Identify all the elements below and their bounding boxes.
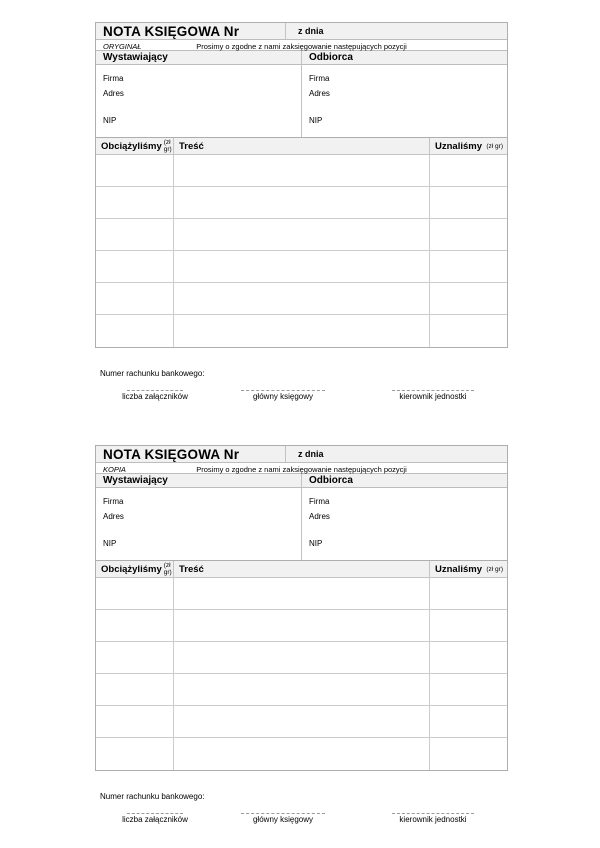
- amounts-table-body: [96, 155, 507, 347]
- amounts-table: [95, 561, 508, 771]
- recipient-nip-label: NIP: [309, 539, 323, 548]
- credited-cell: [430, 315, 507, 347]
- signature-unit-manager: [373, 813, 493, 824]
- party-header-row: [96, 474, 507, 488]
- credited-cell: [430, 155, 507, 186]
- debited-unit-label: (zł gr): [163, 562, 172, 576]
- debited-header-text: Obciążyliśmy: [101, 140, 162, 152]
- recipient-header: Odbiorca: [309, 475, 353, 486]
- debited-column-header: [96, 561, 174, 577]
- signature-line: [392, 813, 474, 814]
- content-cell: [174, 738, 430, 770]
- unit-manager-label: kierownik jednostki: [399, 392, 467, 401]
- credited-cell: [430, 674, 507, 705]
- amounts-table-header: [96, 138, 507, 155]
- content-cell: [174, 706, 430, 737]
- recipient-firm-label: Firma: [309, 497, 330, 506]
- form-title: NOTA KSIĘGOWA Nr: [96, 446, 286, 462]
- credited-cell: [430, 283, 507, 314]
- credited-unit-label: (zł gr): [486, 142, 503, 150]
- signature-attachments: [95, 390, 215, 401]
- credited-cell: [430, 706, 507, 737]
- form-header-box: [95, 22, 508, 138]
- issuer-header: Wystawiający: [96, 51, 302, 64]
- copy-type-label: ORYGINAŁ: [103, 41, 142, 51]
- nota-form-original: [95, 22, 508, 412]
- credited-cell: [430, 642, 507, 673]
- debited-cell: [96, 155, 174, 186]
- recipient-address-label: Adres: [309, 89, 330, 98]
- table-empty-row: [96, 706, 507, 738]
- content-column-header: [174, 138, 430, 154]
- form-title: NOTA KSIĘGOWA Nr: [96, 23, 286, 39]
- content-cell: [174, 674, 430, 705]
- credited-cell: [430, 738, 507, 770]
- credited-unit-label: (zł gr): [486, 565, 503, 573]
- content-cell: [174, 283, 430, 314]
- debited-header-text: Obciążyliśmy: [101, 563, 162, 575]
- subtitle-row: [96, 40, 507, 51]
- party-header-row: [96, 51, 507, 65]
- attachments-count-label: liczba załączników: [122, 815, 188, 824]
- copy-type-label: KOPIA: [103, 464, 126, 474]
- signature-chief-accountant: [223, 390, 343, 401]
- debited-cell: [96, 219, 174, 250]
- table-empty-row: [96, 251, 507, 283]
- table-empty-row: [96, 187, 507, 219]
- table-empty-row: [96, 642, 507, 674]
- content-cell: [174, 610, 430, 641]
- issuer-nip-label: NIP: [103, 116, 117, 125]
- title-row: [96, 446, 507, 463]
- signature-line: [241, 813, 325, 814]
- signature-unit-manager: [373, 390, 493, 401]
- bank-account-label: Numer rachunku bankowego:: [100, 369, 205, 378]
- credited-cell: [430, 251, 507, 282]
- table-empty-row: [96, 315, 507, 347]
- debited-cell: [96, 610, 174, 641]
- content-cell: [174, 187, 430, 218]
- content-cell: [174, 219, 430, 250]
- signature-attachments: [95, 813, 215, 824]
- bank-account-label: Numer rachunku bankowego:: [100, 792, 205, 801]
- party-details-row: [96, 488, 507, 560]
- content-cell: [174, 578, 430, 609]
- debited-cell: [96, 674, 174, 705]
- nota-form-copy: [95, 445, 508, 835]
- content-cell: [174, 155, 430, 186]
- credited-cell: [430, 219, 507, 250]
- debited-column-header: [96, 138, 174, 154]
- issuer-details-cell: [96, 488, 302, 560]
- form-header-box: [95, 445, 508, 561]
- signature-row: [95, 813, 508, 835]
- debited-cell: [96, 706, 174, 737]
- amounts-table-body: [96, 578, 507, 770]
- credited-cell: [430, 187, 507, 218]
- table-empty-row: [96, 674, 507, 706]
- table-empty-row: [96, 283, 507, 315]
- recipient-details-cell: [302, 488, 507, 560]
- amounts-table-header: [96, 561, 507, 578]
- credited-column-header: [430, 138, 507, 154]
- content-column-header: [174, 561, 430, 577]
- credited-cell: [430, 578, 507, 609]
- recipient-firm-label: Firma: [309, 74, 330, 83]
- credited-column-header: [430, 561, 507, 577]
- date-label: z dnia: [298, 449, 324, 459]
- issuer-header: Wystawiający: [96, 474, 302, 487]
- signature-chief-accountant: [223, 813, 343, 824]
- credited-cell: [430, 610, 507, 641]
- signature-line: [127, 813, 183, 814]
- booking-note-text: Prosimy o zgodne z nami zaksięgowanie następujących pozycji: [196, 464, 407, 474]
- unit-manager-label: kierownik jednostki: [399, 815, 467, 824]
- debited-cell: [96, 251, 174, 282]
- recipient-address-label: Adres: [309, 512, 330, 521]
- issuer-details-cell: [96, 65, 302, 137]
- debited-cell: [96, 283, 174, 314]
- chief-accountant-label: główny księgowy: [252, 815, 314, 824]
- table-empty-row: [96, 738, 507, 770]
- content-header-text: Treść: [179, 563, 204, 575]
- recipient-nip-label: NIP: [309, 116, 323, 125]
- recipient-header: Odbiorca: [309, 52, 353, 63]
- issuer-address-label: Adres: [103, 512, 124, 521]
- table-empty-row: [96, 578, 507, 610]
- signature-row: [95, 390, 508, 412]
- issuer-firm-label: Firma: [103, 497, 124, 506]
- credited-header-text: Uznaliśmy: [435, 563, 482, 575]
- attachments-count-label: liczba załączników: [122, 392, 188, 401]
- booking-note-text: Prosimy o zgodne z nami zaksięgowanie następujących pozycji: [196, 41, 407, 51]
- table-empty-row: [96, 219, 507, 251]
- credited-header-text: Uznaliśmy: [435, 140, 482, 152]
- recipient-details-cell: [302, 65, 507, 137]
- signature-line: [241, 390, 325, 391]
- content-cell: [174, 642, 430, 673]
- table-empty-row: [96, 610, 507, 642]
- debited-unit-label: (zł gr): [163, 139, 172, 153]
- debited-cell: [96, 642, 174, 673]
- chief-accountant-label: główny księgowy: [252, 392, 314, 401]
- signature-line: [392, 390, 474, 391]
- content-header-text: Treść: [179, 140, 204, 152]
- issuer-address-label: Adres: [103, 89, 124, 98]
- date-label: z dnia: [298, 26, 324, 36]
- issuer-firm-label: Firma: [103, 74, 124, 83]
- debited-cell: [96, 187, 174, 218]
- amounts-table: [95, 138, 508, 348]
- debited-cell: [96, 738, 174, 770]
- debited-cell: [96, 578, 174, 609]
- content-cell: [174, 315, 430, 347]
- debited-cell: [96, 315, 174, 347]
- signature-line: [127, 390, 183, 391]
- title-row: [96, 23, 507, 40]
- table-empty-row: [96, 155, 507, 187]
- issuer-nip-label: NIP: [103, 539, 117, 548]
- content-cell: [174, 251, 430, 282]
- party-details-row: [96, 65, 507, 137]
- subtitle-row: [96, 463, 507, 474]
